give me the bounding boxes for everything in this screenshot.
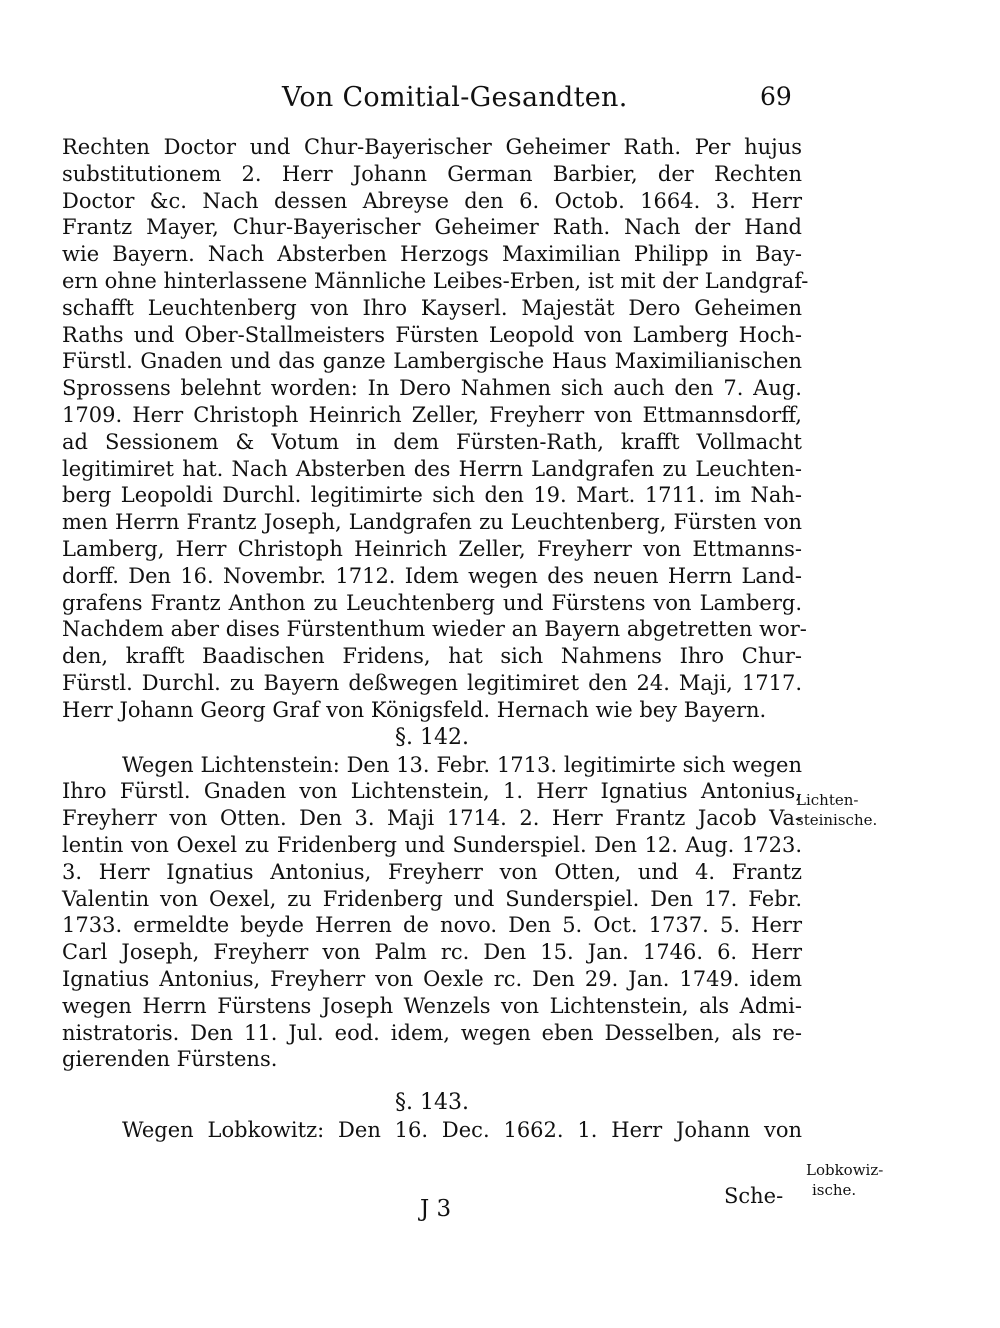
page-header bbox=[60, 82, 790, 122]
body-text bbox=[62, 134, 809, 1144]
text-line: Freyherr von Otten. Den 3. Maji 1714. 2. Herr Frantz Jacob Va- bbox=[62, 806, 802, 831]
margin-note-line: Lichten- bbox=[796, 791, 859, 809]
text-line: den, krafft Baadischen Fridens, hat sich Nahmens Ihro Chur- bbox=[62, 644, 802, 669]
text-line: Lamberg, Herr Christoph Heinrich Zeller, Freyherr von Ettmanns- bbox=[62, 536, 802, 561]
text-line: Carl Joseph, Freyherr von Palm rc. Den 15. Jan. 1746. 6. Herr bbox=[62, 940, 802, 965]
text-line: Ignatius Antonius, Freyherr von Oexle rc. Den 29. Jan. 1749. idem bbox=[62, 966, 802, 991]
text-line: 1733. ermeldte beyde Herren de novo. Den 5. Oct. 1737. 5. Herr bbox=[62, 913, 802, 938]
paragraph-1 bbox=[62, 134, 809, 724]
text-line: wegen Herrn Fürstens Joseph Wenzels von Lichtenstein, als Admi- bbox=[62, 993, 802, 1018]
text-line: dorff. Den 16. Novembr. 1712. Idem wegen des neuen Herrn Land- bbox=[62, 563, 802, 588]
text-line: Valentin von Oexel, zu Fridenberg und Sunderspiel. Den 17. Febr. bbox=[62, 886, 802, 911]
text-line: Sprossens belehnt worden: In Dero Nahmen sich auch den 7. Aug. bbox=[62, 376, 802, 401]
margin-note-line: Lobkowiz- bbox=[806, 1161, 884, 1179]
text-line: substitutionem 2. Herr Johann German Barbier, der Rechten bbox=[62, 161, 802, 186]
text-line: nistratoris. Den 11. Jul. eod. idem, wegen eben Desselben, als re- bbox=[62, 1020, 802, 1045]
margin-note-lichtensteinische bbox=[796, 790, 877, 830]
text-line: Raths und Ober-Stallmeisters Fürsten Leopold von Lamberg Hoch- bbox=[62, 322, 802, 347]
section-142-text bbox=[62, 752, 802, 1074]
text-line: Nachdem aber dises Fürstenthum wieder an Bayern abgetretten wor- bbox=[62, 617, 807, 642]
text-line: Herr Johann Georg Graf von Königsfeld. Hernach wie bey Bayern. bbox=[62, 697, 767, 722]
text-line: ad Sessionem & Votum in dem Fürsten-Rath, krafft Vollmacht bbox=[62, 429, 802, 454]
text-line: lentin von Oexel zu Fridenberg und Sunderspiel. Den 12. Aug. 1723. bbox=[62, 832, 802, 857]
text-line: schafft Leuchtenberg von Ihro Kayserl. Majestät Dero Geheimen bbox=[62, 295, 802, 320]
text-line: men Herrn Frantz Joseph, Landgrafen zu Leuchtenberg, Fürsten von bbox=[62, 510, 802, 535]
text-line: Doctor &c. Nach dessen Abreyse den 6. Octob. 1664. 3. Herr bbox=[62, 188, 802, 213]
text-line: Wegen Lobkowitz: Den 16. Dec. 1662. 1. Herr Johann von bbox=[122, 1118, 802, 1143]
catchword: Sche- bbox=[724, 1184, 784, 1208]
signature-mark: J 3 bbox=[420, 1196, 452, 1222]
text-line: grafens Frantz Anthon zu Leuchtenberg und Fürstens von Lamberg. bbox=[62, 590, 802, 615]
page-number: 69 bbox=[760, 82, 792, 111]
text-line: Ihro Fürstl. Gnaden von Lichtenstein, 1. Herr Ignatius Antonius, bbox=[62, 779, 802, 804]
text-line: Rechten Doctor und Chur-Bayerischer Geheimer Rath. Per hujus bbox=[62, 135, 802, 159]
section-143-text bbox=[62, 1117, 802, 1144]
text-line: Fürstl. Gnaden und das ganze Lambergische Haus Maximilianischen bbox=[62, 349, 802, 374]
margin-note-line: ische. bbox=[812, 1181, 857, 1199]
section-heading-142: §. 142. bbox=[395, 724, 469, 750]
text-line: 3. Herr Ignatius Antonius, Freyherr von Otten, und 4. Frantz bbox=[62, 859, 802, 884]
text-line: gierenden Fürstens. bbox=[62, 1047, 278, 1072]
margin-note-lobkowizische bbox=[806, 1160, 883, 1200]
text-line: legitimiret hat. Nach Absterben des Herrn Landgrafen zu Leuchten- bbox=[62, 456, 802, 481]
text-line: Frantz Mayer, Chur-Bayerischer Geheimer Rath. Nach der Hand bbox=[62, 215, 802, 240]
text-line: wie Bayern. Nach Absterben Herzogs Maximilian Philipp in Bay- bbox=[62, 242, 802, 267]
text-line: Wegen Lichtenstein: Den 13. Febr. 1713. legitimirte sich wegen bbox=[122, 752, 802, 777]
running-head: Von Comitial-Gesandten. bbox=[282, 82, 628, 113]
text-line: berg Leopoldi Durchl. legitimirte sich den 19. Mart. 1711. im Nah- bbox=[62, 483, 802, 508]
text-line: ern ohne hinterlassene Männliche Leibes-Erben, ist mit der Landgraf- bbox=[62, 268, 809, 293]
section-heading-143: §. 143. bbox=[395, 1090, 469, 1116]
text-line: Fürstl. Durchl. zu Bayern deßwegen legitimiret den 24. Maji, 1717. bbox=[62, 670, 802, 695]
margin-note-line: steinische. bbox=[796, 811, 878, 829]
text-line: 1709. Herr Christoph Heinrich Zeller, Freyherr von Ettmannsdorff, bbox=[62, 402, 802, 427]
